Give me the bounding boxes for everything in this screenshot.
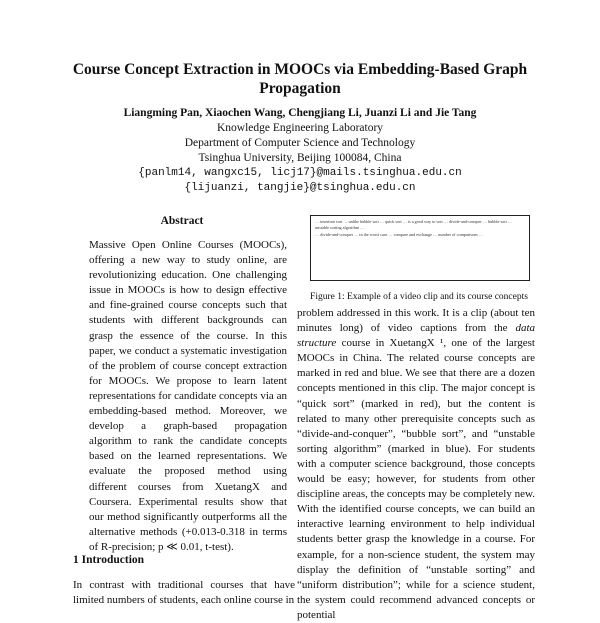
right-text-part-b: course in XuetangX ¹, one of the largest MOOCs in China. The related course concepts are marked in red and blue. We see that there are a dozen concepts mentioned in this clip. The major concept is “quick sort” (marked in red), but the content is related to many other prerequisite concepts such as “divide-and-conquer”, “bubble sort”, and “unstable sorting algorithm” (marked in blue). For students with a computer science background, those concepts would be easy; however, for students from other discipline areas, the concepts may be completely new. With the identified course concepts, we can build an interactive learning environment to help individual students better grasp the knowledge in a course. For example, for a non-science student, the system may display the definition of “unstable sorting” and “uniform distribution”; while for a science student, the system could recommend advanced concepts or potential <box>297 337 535 621</box>
title-line-1: Course Concept Extraction in MOOCs via Embedding-Based Graph <box>72 61 528 78</box>
email-line-1[interactable]: {panlm14, wangxc15, licj17}@mails.tsinghua.edu.cn <box>138 167 462 179</box>
email-line-2[interactable]: {lijuanzi, tangjie}@tsinghua.edu.cn <box>184 182 416 194</box>
right-text-part-a: problem addressed in this work. It is a clip (about ten minutes long) of video captions from the <box>297 307 535 335</box>
figure-1-caption: Figure 1: Example of a video clip and its course concepts <box>310 292 528 302</box>
affiliation-block <box>60 121 540 196</box>
paper-title <box>60 60 540 98</box>
author-list: Liangming Pan, Xiaochen Wang, Chengjiang Li, Juanzi Li and Jie Tang <box>123 107 477 119</box>
introduction-body: In contrast with traditional courses that have limited numbers of students, each online course in <box>73 579 295 607</box>
figure-1-image <box>310 215 530 281</box>
right-column-body <box>297 306 535 623</box>
figure-caption-text-2: … divide-and-conquer … in the worst case … compare and exchange … number of comparisons … <box>315 232 484 238</box>
abstract-heading: Abstract <box>160 215 204 227</box>
figure-caption-text-1: … insertion sort … unlike bubble sort … quick sort … is a good way to sort … divide-and-conquer … bubble sort … unstable sorting algorithm … <box>315 219 513 230</box>
affiliation-dept: Department of Computer Science and Technology <box>184 137 416 149</box>
abstract-body: Massive Open Online Courses (MOOCs), offering a new way to study online, are revolutionizing education. One challenging issue in MOOCs is how to design effective and fine-grained course concepts such that students with different backgrounds can grasp the essence of the course. In this paper, we conduct a systematic investigation of the problem of course concept extraction for MOOCs. We propose to learn latent representations for candidate concepts via an embedding-based method. Moreover, we develop a graph-based propagation algorithm to rank the candidate concepts based on the learned representations. We evaluate the proposed method using different courses from XuetangX and Coursera. Experimental results show that our method significantly outperforms all the alternative methods (+0.013-0.318 in terms of R-precision; p ≪ 0.01, t-test). <box>89 239 287 553</box>
course-name-italic: data structure <box>297 322 535 350</box>
affiliation-lab: Knowledge Engineering Laboratory <box>216 122 384 134</box>
title-line-2: Propagation <box>259 80 341 97</box>
affiliation-univ: Tsinghua University, Beijing 100084, China <box>198 152 402 164</box>
introduction-heading: 1 Introduction <box>73 554 145 566</box>
